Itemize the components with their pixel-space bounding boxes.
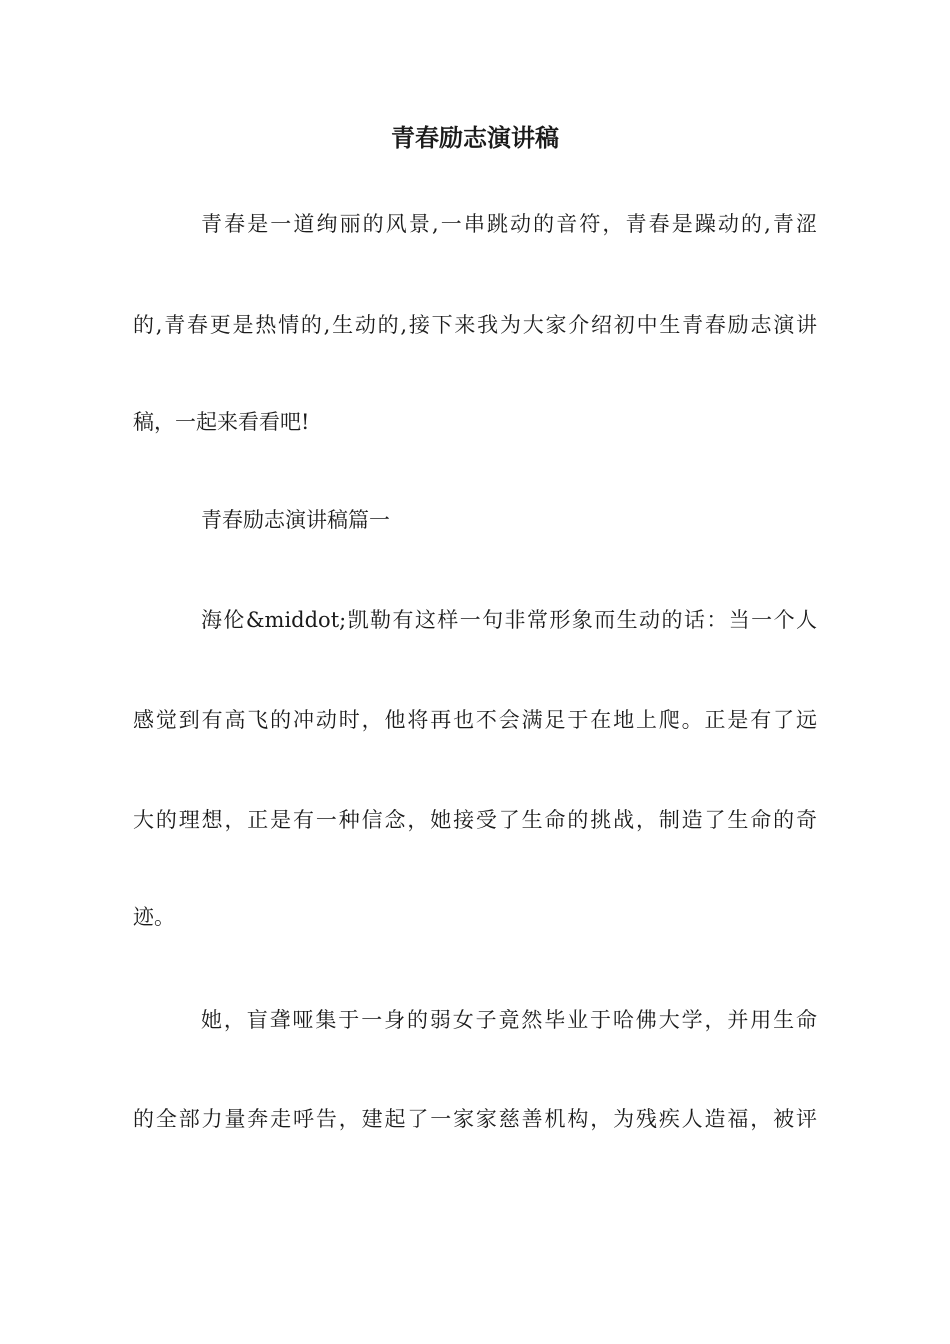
section-heading: 青春励志演讲稿篇一 — [201, 508, 390, 532]
paragraph-2-line-3: 大的理想，正是有一种信念，她接受了生命的挑战，制造了生命的奇 — [133, 808, 817, 832]
paragraph-2-line-4: 迹。 — [133, 905, 175, 929]
paragraph-2-line-1: 海伦&middot;凯勒有这样一句非常形象而生动的话：当一个人 — [201, 608, 817, 632]
paragraph-2-line-2: 感觉到有高飞的冲动时，他将再也不会满足于在地上爬。正是有了远 — [133, 708, 817, 732]
paragraph-1-line-1: 青春是一道绚丽的风景,一串跳动的音符，青春是躁动的,青涩 — [201, 212, 817, 236]
paragraph-3-line-2: 的全部力量奔走呼告，建起了一家家慈善机构，为残疾人造福，被评 — [133, 1107, 817, 1131]
paragraph-3-line-1: 她，盲聋哑集于一身的弱女子竟然毕业于哈佛大学，并用生命 — [201, 1008, 817, 1032]
document-title: 青春励志演讲稿 — [391, 124, 559, 152]
paragraph-1-line-3: 稿，一起来看看吧! — [133, 410, 310, 434]
paragraph-1-line-2: 的,青春更是热情的,生动的,接下来我为大家介绍初中生青春励志演讲 — [133, 313, 817, 337]
